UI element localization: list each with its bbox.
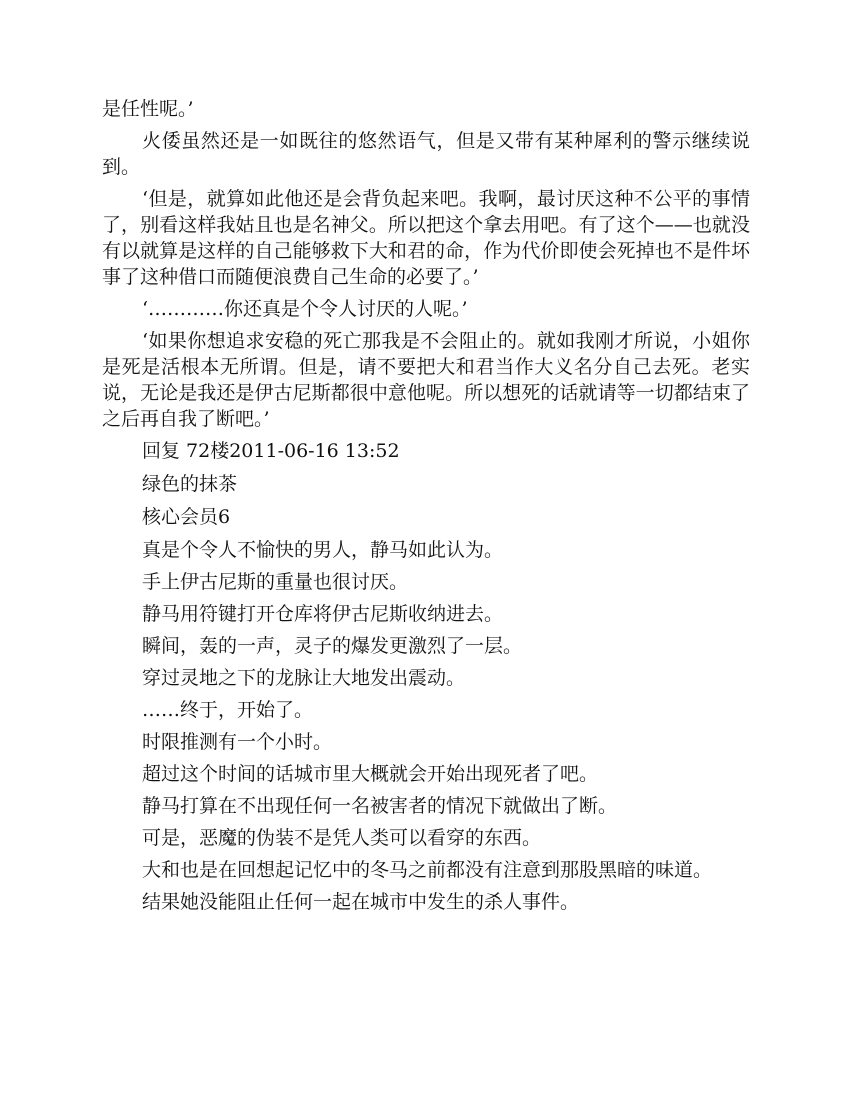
author-name: 绿色的抹茶	[142, 473, 238, 495]
paragraph: 真是个令人不愉快的男人，静马如此认为。	[142, 539, 504, 561]
paragraph: 静马打算在不出现任何一名被害者的情况下就做出了断。	[142, 795, 618, 817]
paragraph: 静马用符键打开仓库将伊古尼斯收纳进去。	[142, 603, 504, 625]
paragraph: ‘但是，就算如此他还是会背负起来吧。我啊，最讨厌这种不公平的事情了，别看这样我姑且也是名神父。所以把这个拿去用吧。有了这个——也就没有以就算是这样的自己能够救下大和君的命，作为代价即使会死掉也不是件坏事了这种借口而随便浪费自己生命的必要了。’	[102, 188, 750, 288]
paragraph: 穿过灵地之下的龙脉让大地发出震动。	[142, 667, 466, 689]
paragraph: 大和也是在回想起记忆中的冬马之前都没有注意到那股黑暗的味道。	[142, 859, 713, 881]
paragraph: 瞬间，轰的一声，灵子的爆发更激烈了一层。	[142, 635, 523, 657]
paragraph: 手上伊古尼斯的重量也很讨厌。	[142, 571, 409, 593]
paragraph: ‘如果你想追求安稳的死亡那我是不会阻止的。就如我刚才所说，小姐你是死是活根本无所谓。但是，请不要把大和君当作大义名分自己去死。老实说，无论是我还是伊古尼斯都很中意他呢。所以想死的话就请等一切都结束了之后再自我了断吧。’	[102, 330, 750, 430]
reply-floor-timestamp: 回复 72楼2011-06-16 13:52	[142, 440, 400, 462]
paragraph: ‘…………你还真是个令人讨厌的人呢。’	[142, 298, 468, 320]
paragraph: 火倭虽然还是一如既往的悠然语气，但是又带有某种犀利的警示继续说到。	[102, 130, 750, 178]
paragraph: 时限推测有一个小时。	[142, 731, 333, 753]
paragraph: 结果她没能阻止任何一起在城市中发生的杀人事件。	[142, 891, 580, 913]
paragraph: 超过这个时间的话城市里大概就会开始出现死者了吧。	[142, 763, 599, 785]
paragraph: 可是，恶魔的伪装不是凭人类可以看穿的东西。	[142, 827, 542, 849]
paragraph: ……终于，开始了。	[142, 699, 314, 721]
document-page	[102, 96, 750, 921]
paragraph-continuation: 是任性呢。’	[102, 98, 194, 120]
member-level: 核心会员6	[142, 506, 231, 528]
